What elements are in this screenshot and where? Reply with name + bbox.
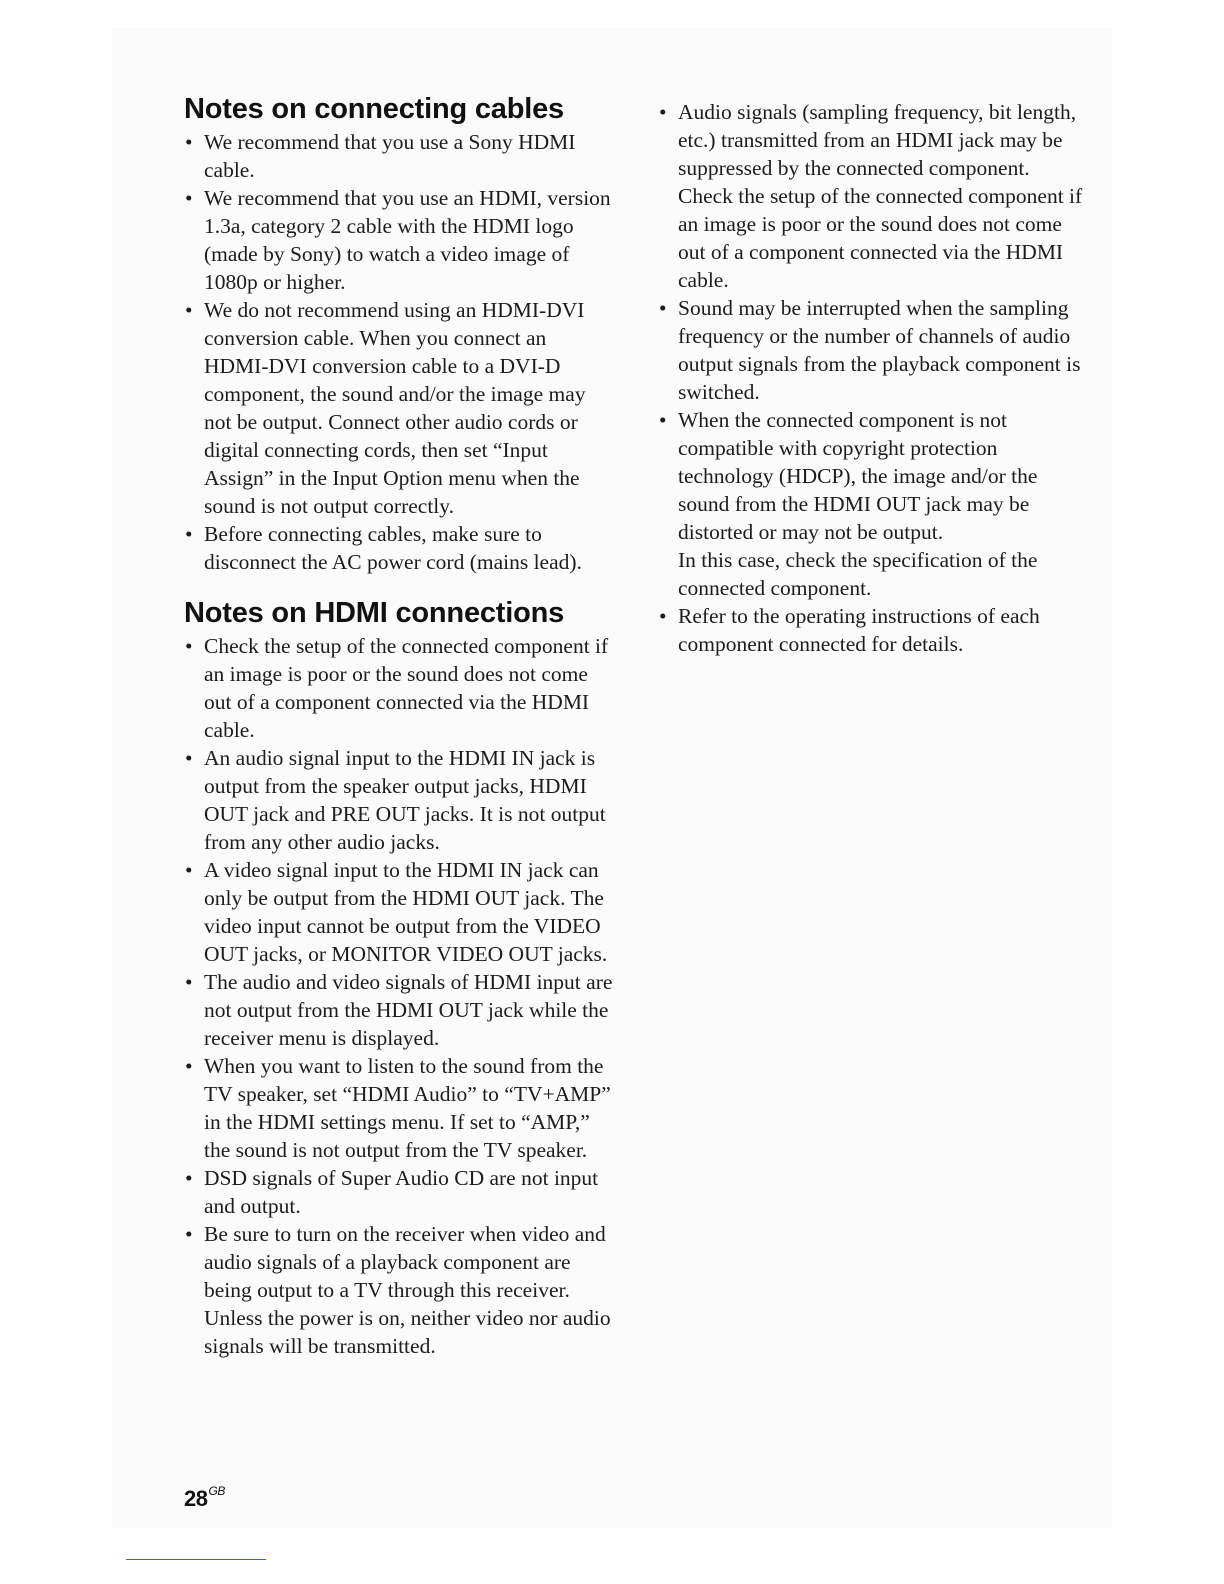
bullet-icon: • bbox=[185, 186, 193, 210]
notes-list bbox=[184, 128, 614, 576]
bottom-rule bbox=[126, 1559, 266, 1560]
list-item-text: We recommend that you use a Sony HDMI cable. bbox=[204, 130, 576, 182]
list-item bbox=[184, 1052, 614, 1164]
notes-list bbox=[184, 632, 614, 1360]
page-number-value: 28 bbox=[184, 1486, 208, 1511]
list-item bbox=[184, 520, 614, 576]
list-item-text: Check the setup of the connected component if an image is poor or the sound does not come out of a component connected via the HDMI cable. bbox=[204, 634, 609, 742]
list-item-text: A video signal input to the HDMI IN jack can only be output from the HDMI OUT jack. The video input cannot be output from the VIDEO OUT jacks, or MONITOR VIDEO OUT jacks. bbox=[204, 858, 608, 966]
list-item-text: An audio signal input to the HDMI IN jack is output from the speaker output jacks, HDMI OUT jack and PRE OUT jacks. It is not output from any other audio jacks. bbox=[204, 746, 606, 854]
list-item-continuation: In this case, check the specification of the connected component. bbox=[678, 548, 1038, 600]
list-item bbox=[184, 128, 614, 184]
list-item bbox=[184, 856, 614, 968]
right-column bbox=[658, 98, 1086, 658]
left-column bbox=[184, 92, 614, 1360]
list-item bbox=[184, 296, 614, 520]
section-heading: Notes on connecting cables bbox=[184, 93, 564, 125]
list-item bbox=[184, 968, 614, 1052]
bullet-icon: • bbox=[185, 858, 193, 882]
list-item-text: When the connected component is not compatible with copyright protection technology (HDCP), the image and/or the sound from the HDMI OUT jack may be distorted or may not be output. bbox=[678, 408, 1038, 544]
bullet-icon: • bbox=[185, 1222, 193, 1246]
bullet-icon: • bbox=[185, 970, 193, 994]
list-item bbox=[658, 294, 1086, 406]
list-item bbox=[658, 98, 1086, 294]
bullet-icon: • bbox=[659, 408, 667, 432]
list-item bbox=[658, 406, 1086, 602]
bullet-icon: • bbox=[185, 1166, 193, 1190]
bullet-icon: • bbox=[185, 634, 193, 658]
list-item-text: When you want to listen to the sound from the TV speaker, set “HDMI Audio” to “TV+AMP” in the HDMI settings menu. If set to “AMP,” the sound is not output from the TV speaker. bbox=[204, 1054, 611, 1162]
list-item bbox=[184, 1220, 614, 1360]
list-item-text: Refer to the operating instructions of each component connected for details. bbox=[678, 604, 1040, 656]
bullet-icon: • bbox=[185, 522, 193, 546]
list-item bbox=[184, 1164, 614, 1220]
list-item-text: Be sure to turn on the receiver when video and audio signals of a playback component are being output to a TV through this receiver. Unless the power is on, neither video nor audio signals will be transmitted. bbox=[204, 1222, 611, 1358]
section-hdmi-connections bbox=[184, 596, 614, 1360]
list-item-text: We recommend that you use an HDMI, version 1.3a, category 2 cable with the HDMI logo (made by Sony) to watch a video image of 1080p or higher. bbox=[204, 186, 611, 294]
notes-list bbox=[658, 98, 1086, 658]
bullet-icon: • bbox=[185, 746, 193, 770]
list-item-text: DSD signals of Super Audio CD are not input and output. bbox=[204, 1166, 599, 1218]
bullet-icon: • bbox=[185, 298, 193, 322]
section-connecting-cables bbox=[184, 92, 614, 576]
list-item-text: Sound may be interrupted when the sampling frequency or the number of channels of audio output signals from the playback component is switched. bbox=[678, 296, 1081, 404]
list-item-text: Audio signals (sampling frequency, bit length, etc.) transmitted from an HDMI jack may be suppressed by the connected component. Check the setup of the connected component if an image is poor or the sound does not come out of a component connected via the HDMI cable. bbox=[678, 100, 1083, 292]
list-item-text: The audio and video signals of HDMI input are not output from the HDMI OUT jack while the receiver menu is displayed. bbox=[204, 970, 613, 1050]
bullet-icon: • bbox=[185, 130, 193, 154]
list-item bbox=[658, 602, 1086, 658]
bullet-icon: • bbox=[659, 296, 667, 320]
bullet-icon: • bbox=[659, 604, 667, 628]
list-item-text: Before connecting cables, make sure to disconnect the AC power cord (mains lead). bbox=[204, 522, 582, 574]
section-heading: Notes on HDMI connections bbox=[184, 597, 565, 629]
list-item bbox=[184, 744, 614, 856]
page-number bbox=[184, 1483, 225, 1512]
list-item bbox=[184, 632, 614, 744]
bullet-icon: • bbox=[185, 1054, 193, 1078]
list-item-text: We do not recommend using an HDMI-DVI conversion cable. When you connect an HDMI-DVI conversion cable to a DVI-D component, the sound and/or the image may not be output. Connect other audio cords or digital connecting cords, then set “Input Assign” in the Input Option menu when the sound is not output correctly. bbox=[204, 298, 586, 518]
list-item bbox=[184, 184, 614, 296]
page-number-suffix: GB bbox=[208, 1483, 225, 1498]
bullet-icon: • bbox=[659, 100, 667, 124]
